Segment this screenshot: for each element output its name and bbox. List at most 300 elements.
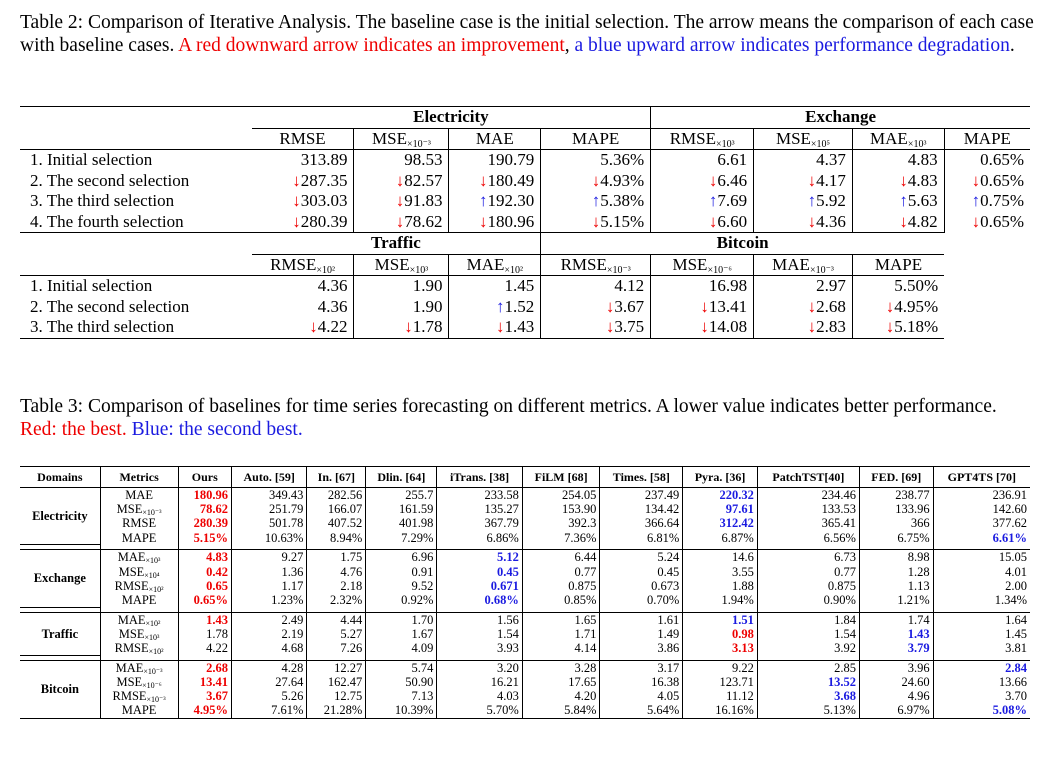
t3-col-header: Auto. [59] xyxy=(231,467,306,488)
down-arrow-icon: ↓ xyxy=(591,170,601,190)
t2-block2-cell-value: 2.83 xyxy=(816,317,846,336)
t3-metric-scale: ×10⁻³ xyxy=(146,695,166,705)
t3-value: 135.27 xyxy=(437,502,522,516)
t3-col-header: Pyra. [36] xyxy=(683,467,758,488)
t3-domain: Electricity xyxy=(20,488,100,545)
t3-value: 1.54 xyxy=(757,627,859,641)
t3-metric-name: MSE xyxy=(116,502,143,517)
t2-block1-cell-value: 7.69 xyxy=(717,191,748,210)
t3-value: 11.12 xyxy=(683,689,758,703)
t3-row xyxy=(20,488,1030,503)
t3-value: 10.63% xyxy=(231,531,306,545)
t3-row xyxy=(20,660,1030,675)
t3-value: 161.59 xyxy=(366,502,437,516)
t3-value-second: 1.43 xyxy=(859,627,933,641)
t3-value-second: 2.84 xyxy=(933,660,1030,675)
t3-value: 4.96 xyxy=(859,689,933,703)
t2-block2-cell xyxy=(252,276,354,297)
t2-block2-group-row xyxy=(20,233,1030,255)
t3-value: 1.71 xyxy=(522,627,600,641)
t2-block1-cell-value: 98.53 xyxy=(404,150,443,169)
t3-domain: Exchange xyxy=(20,550,100,607)
t3-value: 0.673 xyxy=(600,579,683,593)
t3-col-header: Metrics xyxy=(100,467,178,488)
t3-col-header: iTrans. [38] xyxy=(437,467,522,488)
t2-block2-col-header-main: MAPE xyxy=(874,254,923,274)
t2-block1-col-header xyxy=(852,128,944,150)
t3-value: 0.85% xyxy=(522,593,600,607)
t3-value-second: 97.61 xyxy=(683,502,758,516)
t2-block2-cell-value: 4.36 xyxy=(317,276,348,295)
t3-row xyxy=(20,550,1030,565)
t2-block1-col-header-main: MSE xyxy=(372,128,407,148)
t3-value: 4.44 xyxy=(307,612,366,627)
up-arrow-icon: ↑ xyxy=(591,191,601,210)
t3-value: 401.98 xyxy=(366,516,437,530)
t3-value: 349.43 xyxy=(231,488,306,503)
down-arrow-icon: ↓ xyxy=(885,296,895,316)
t3-value-second: 312.42 xyxy=(683,516,758,530)
t2-block1-cell xyxy=(944,191,1030,212)
t3-value: 366 xyxy=(859,516,933,530)
t2-block2-group-blank xyxy=(20,233,252,255)
t2-block2-col-header xyxy=(541,254,651,276)
t3-value: 1.13 xyxy=(859,579,933,593)
t3-value: 9.52 xyxy=(366,579,437,593)
t2-block2-col-header xyxy=(449,254,541,276)
t3-row xyxy=(20,627,1030,641)
t3-value: 0.77 xyxy=(522,565,600,579)
t3-value: 1.94% xyxy=(683,593,758,607)
t3-value: 4.03 xyxy=(437,689,522,703)
t3-col-header: FED. [69] xyxy=(859,467,933,488)
t2-block2-cell-value: 5.50% xyxy=(894,276,939,295)
t2-block1-cell xyxy=(754,171,853,192)
t3-value-second: 6.61% xyxy=(933,531,1030,545)
t2-block1-group-blank xyxy=(20,107,252,129)
t2-block2-row-label: 3. The third selection xyxy=(20,317,252,338)
t2-block2-cell xyxy=(252,317,354,338)
t2-block2-cell-value: 1.45 xyxy=(504,276,535,295)
t2-block1-cell-value: 180.96 xyxy=(487,211,535,231)
down-arrow-icon: ↓ xyxy=(700,296,709,316)
t3-value-best: 0.42 xyxy=(178,565,231,579)
t2-block2-cell xyxy=(354,276,449,297)
down-arrow-icon: ↓ xyxy=(605,317,615,336)
t3-value: 1.88 xyxy=(683,579,758,593)
t3-value: 6.73 xyxy=(757,550,859,565)
t3-metric xyxy=(100,675,178,689)
t3-value-second: 3.79 xyxy=(859,641,933,655)
t3-row xyxy=(20,703,1030,718)
t2-block2-col-header-main: MSE xyxy=(374,254,410,274)
t2-block1-cell xyxy=(852,150,944,171)
t2-block1-cell xyxy=(252,191,354,212)
t2-block1-cell-value: 5.63 xyxy=(907,191,938,210)
t2-block2-row-label: 2. The second selection xyxy=(30,296,190,316)
t2-block2-cell xyxy=(852,276,944,297)
t3-value: 3.55 xyxy=(683,565,758,579)
t3-row xyxy=(20,689,1030,703)
t3-value: 5.13% xyxy=(757,703,859,718)
t3-col-header: GPT4TS [70] xyxy=(933,467,1030,488)
t3-row xyxy=(20,516,1030,530)
t2-block1-cell-value: 4.17 xyxy=(816,170,846,190)
t2-block2-col-header-main: RMSE xyxy=(560,254,607,274)
t3-value: 1.49 xyxy=(600,627,683,641)
t3-value-best: 4.83 xyxy=(178,550,231,565)
t3-metric-scale: ×10⁻³ xyxy=(142,508,162,518)
t2-block1-row-label: 2. The second selection xyxy=(30,170,190,190)
t3-value: 7.13 xyxy=(366,689,437,703)
table3-baseline-comparison xyxy=(20,466,1030,719)
t2-block2-cell-value: 5.18% xyxy=(894,317,939,336)
t2-block2-cell xyxy=(449,317,541,338)
t2-block2-col-header xyxy=(754,254,853,276)
t2-block1-col-header-main: RMSE xyxy=(279,128,326,148)
t3-value: 5.84% xyxy=(522,703,600,718)
t3-value: 2.00 xyxy=(933,579,1030,593)
t2-block2-col-header-sub: ×10² xyxy=(504,264,524,276)
t2-block1-cell-value: 0.65% xyxy=(980,150,1024,169)
t2-block1-cell xyxy=(354,191,449,212)
t3-value: 7.61% xyxy=(231,703,306,718)
t2-block1-row xyxy=(20,212,1030,233)
t2-block1-col-header-main: RMSE xyxy=(669,128,716,148)
t2-block1-cell-value: 5.38% xyxy=(600,191,645,210)
t3-value: 237.49 xyxy=(600,488,683,503)
t2-block2-col-header-sub: ×10³ xyxy=(409,264,429,276)
t2-block2-cell xyxy=(449,276,541,297)
t2-block1-group-left: Electricity xyxy=(252,107,651,129)
t3-value: 1.67 xyxy=(366,627,437,641)
t3-value: 4.28 xyxy=(231,660,306,675)
t2-block1-cell xyxy=(252,150,354,171)
t2-block1-cell xyxy=(541,150,651,171)
down-arrow-icon: ↓ xyxy=(899,211,908,231)
t3-value: 2.18 xyxy=(307,579,366,593)
t3-value-best: 13.41 xyxy=(178,675,231,689)
table2-caption-end: . xyxy=(1009,34,1015,56)
t3-metric xyxy=(100,502,178,516)
t3-metric-scale: ×10⁴ xyxy=(144,570,160,580)
t3-value: 2.19 xyxy=(231,627,306,641)
t3-metric xyxy=(100,579,178,593)
t3-value: 3.93 xyxy=(437,641,522,655)
t2-block1-cell-value: 6.61 xyxy=(717,150,748,169)
t2-block2-col-header xyxy=(252,254,354,276)
t3-value-best: 3.67 xyxy=(178,689,231,703)
t3-metric xyxy=(100,703,178,718)
t3-metric-name: RMSE xyxy=(114,641,149,656)
t3-value-best: 3.13 xyxy=(683,641,758,655)
t2-block1-row xyxy=(20,191,1030,212)
t2-block2-row xyxy=(20,317,1030,338)
t3-value: 2.85 xyxy=(757,660,859,675)
t3-metric-scale: ×10² xyxy=(145,618,161,628)
t3-value: 5.24 xyxy=(600,550,683,565)
t2-block1-cell xyxy=(354,212,449,233)
t3-value: 0.77 xyxy=(757,565,859,579)
t3-metric-name: MSE xyxy=(118,564,145,579)
t3-metric-name: MSE xyxy=(118,626,145,641)
t2-block1-cell-value: 190.79 xyxy=(487,150,535,169)
t2-block2-col-header xyxy=(852,254,944,276)
t3-value: 501.78 xyxy=(231,516,306,530)
t2-block1-cell-value: 82.57 xyxy=(404,170,443,190)
t3-value: 1.21% xyxy=(859,593,933,607)
t3-metric-name: MAE xyxy=(117,612,146,627)
t3-metric xyxy=(100,488,178,503)
t3-value: 16.21 xyxy=(437,675,522,689)
t2-block1-cell xyxy=(852,191,944,212)
t3-value: 377.62 xyxy=(933,516,1030,530)
t2-block2-cell xyxy=(651,276,754,297)
t3-value: 4.05 xyxy=(600,689,683,703)
t2-block1-cell-value: 192.30 xyxy=(487,191,535,210)
t3-value: 1.34% xyxy=(933,593,1030,607)
t2-block1-cell-value: 4.37 xyxy=(816,150,846,169)
down-arrow-icon: ↓ xyxy=(807,170,817,190)
t3-value: 1.75 xyxy=(307,550,366,565)
t3-value-best: 0.65% xyxy=(178,593,231,607)
t2-block2-cell-value: 1.52 xyxy=(504,296,535,316)
t3-value: 5.74 xyxy=(366,660,437,675)
t3-value: 4.76 xyxy=(307,565,366,579)
t3-value-best: 1.43 xyxy=(178,612,231,627)
t3-value: 27.64 xyxy=(231,675,306,689)
t2-block1-col-header-main: MAE xyxy=(870,128,908,148)
t2-block2-col-header-main: MAE xyxy=(772,254,810,274)
t3-metric-name: MSE xyxy=(116,674,143,689)
t2-block1-row-label: 1. Initial selection xyxy=(20,150,252,171)
t3-value: 5.70% xyxy=(437,703,522,718)
t3-value-second: 0.68% xyxy=(437,593,522,607)
t3-value: 9.27 xyxy=(231,550,306,565)
down-arrow-icon: ↓ xyxy=(708,211,718,231)
t3-value: 5.26 xyxy=(231,689,306,703)
t2-block2-cell xyxy=(754,297,853,318)
t3-value: 1.74 xyxy=(859,612,933,627)
t3-value: 166.07 xyxy=(307,502,366,516)
t3-row xyxy=(20,579,1030,593)
up-arrow-icon: ↑ xyxy=(708,191,718,210)
t2-block2-cell xyxy=(252,297,354,318)
down-arrow-icon: ↓ xyxy=(700,317,709,336)
t3-metric-name: RMSE xyxy=(114,578,149,593)
t2-block2-row xyxy=(20,276,1030,297)
t3-header-row xyxy=(20,467,1030,488)
t3-value: 4.14 xyxy=(522,641,600,655)
up-arrow-icon: ↑ xyxy=(971,191,981,210)
t2-block1-cell xyxy=(852,212,944,233)
t2-block2-header-blank xyxy=(20,254,252,276)
t2-block2-cell-value: 4.22 xyxy=(317,317,348,336)
t3-value: 6.97% xyxy=(859,703,933,718)
t2-block2-group-right: Bitcoin xyxy=(541,233,944,255)
t2-block2-col-header-sub: ×10⁻³ xyxy=(606,264,631,276)
t2-block1-col-header xyxy=(754,128,853,150)
t2-block1-group-row xyxy=(20,107,1030,129)
t2-block1-cell xyxy=(449,212,541,233)
t2-block1-cell-value: 5.92 xyxy=(816,191,846,210)
t3-value: 0.875 xyxy=(522,579,600,593)
t3-value: 162.47 xyxy=(307,675,366,689)
t3-value: 255.7 xyxy=(366,488,437,503)
t3-value-second: 3.68 xyxy=(757,689,859,703)
t3-value: 3.96 xyxy=(859,660,933,675)
t3-value-second: 13.52 xyxy=(757,675,859,689)
t2-block2-cell xyxy=(541,276,651,297)
t2-block2-cell xyxy=(354,317,449,338)
t2-block2-col-header xyxy=(651,254,754,276)
t2-block2-col-header-main: MAE xyxy=(466,254,505,274)
t3-value: 12.27 xyxy=(307,660,366,675)
t3-value: 3.70 xyxy=(933,689,1030,703)
table2-caption-sep: , xyxy=(564,34,575,56)
t3-value: 238.77 xyxy=(859,488,933,503)
t3-metric xyxy=(100,627,178,641)
t3-value: 6.75% xyxy=(859,531,933,545)
t2-block1-row xyxy=(20,171,1030,192)
t3-value: 16.38 xyxy=(600,675,683,689)
t2-block2-cell-value: 4.95% xyxy=(894,296,939,316)
t3-metric xyxy=(100,641,178,655)
t3-value-best: 78.62 xyxy=(178,502,231,516)
t2-block1-cell xyxy=(354,150,449,171)
t2-block2-cell-value: 2.68 xyxy=(816,296,846,316)
t2-block1-col-header-main: MSE xyxy=(775,128,811,148)
t3-value: 6.87% xyxy=(683,531,758,545)
t3-value: 153.90 xyxy=(522,502,600,516)
t3-metric-scale: ×10² xyxy=(148,584,164,594)
t2-block2-cell-value: 13.41 xyxy=(708,296,748,316)
t3-value: 234.46 xyxy=(757,488,859,503)
table2-caption-blue: a blue upward arrow indicates performance degradation xyxy=(574,34,1010,56)
t3-metric-scale: ×10⁻³ xyxy=(143,666,163,676)
t2-block2-cell-value: 14.08 xyxy=(708,317,748,336)
down-arrow-icon: ↓ xyxy=(807,317,817,336)
up-arrow-icon: ↑ xyxy=(478,191,488,210)
t3-value: 12.75 xyxy=(307,689,366,703)
t3-row xyxy=(20,641,1030,655)
t3-metric-name: MAPE xyxy=(121,592,157,607)
t2-block1-cell-value: 287.35 xyxy=(300,170,348,190)
t2-block1-cell xyxy=(651,212,754,233)
t3-value: 4.09 xyxy=(366,641,437,655)
t3-value: 1.23% xyxy=(231,593,306,607)
t2-block1-cell xyxy=(541,212,651,233)
t3-value: 17.65 xyxy=(522,675,600,689)
t3-value: 1.28 xyxy=(859,565,933,579)
t2-block1-cell-value: 6.60 xyxy=(717,211,748,231)
down-arrow-icon: ↓ xyxy=(292,170,301,190)
t3-metric xyxy=(100,531,178,545)
t3-value: 4.20 xyxy=(522,689,600,703)
t2-block2-cell-value: 2.97 xyxy=(816,276,846,295)
t2-block1-cell-value: 180.49 xyxy=(487,170,535,190)
t3-value: 10.39% xyxy=(366,703,437,718)
t3-value: 0.91 xyxy=(366,565,437,579)
t3-value: 1.65 xyxy=(522,612,600,627)
t3-value: 365.41 xyxy=(757,516,859,530)
t3-value: 0.70% xyxy=(600,593,683,607)
t2-block1-cell xyxy=(754,212,853,233)
t2-block2-col-header-sub: ×10⁻³ xyxy=(809,264,834,276)
t3-metric-name: MAE xyxy=(125,488,153,502)
t3-value: 6.86% xyxy=(437,531,522,545)
t2-block1-cell xyxy=(944,150,1030,171)
t2-block1-cell-value: 4.83 xyxy=(907,170,938,190)
t3-value: 134.42 xyxy=(600,502,683,516)
down-arrow-icon: ↓ xyxy=(971,211,981,231)
t3-value: 3.86 xyxy=(600,641,683,655)
t2-block1-cell xyxy=(754,191,853,212)
t2-block2-cell xyxy=(541,317,651,338)
down-arrow-icon: ↓ xyxy=(292,191,301,210)
t3-metric-scale: ×10² xyxy=(148,647,164,657)
t3-value: 6.81% xyxy=(600,531,683,545)
t3-metric xyxy=(100,565,178,579)
t3-col-header: Domains xyxy=(20,467,100,488)
table2-caption-red: A red downward arrow indicates an improvement xyxy=(178,34,565,56)
t2-block1-cell-value: 303.03 xyxy=(300,191,348,210)
t2-block1-header-blank xyxy=(20,128,252,150)
t3-value: 282.56 xyxy=(307,488,366,503)
t2-block1-cell xyxy=(944,212,1030,233)
t3-row xyxy=(20,502,1030,516)
t2-block1-cell xyxy=(944,171,1030,192)
t2-block1-cell-value: 4.82 xyxy=(907,211,938,231)
t3-value: 13.66 xyxy=(933,675,1030,689)
t2-block1-cell-value: 280.39 xyxy=(300,211,348,231)
t3-metric-name: RMSE xyxy=(122,516,157,531)
t3-value: 236.91 xyxy=(933,488,1030,503)
table2-caption-main: Table 2: Comparison of Iterative Analysis. The baseline case is the initial selection. The arrow means the comparison of each case with baseline cases. xyxy=(20,12,1034,56)
t3-value: 123.71 xyxy=(683,675,758,689)
table3-caption xyxy=(20,396,1035,441)
down-arrow-icon: ↓ xyxy=(309,317,318,336)
t3-value-second: 1.51 xyxy=(683,612,758,627)
t3-metric xyxy=(100,550,178,565)
t3-metric-scale: ×10³ xyxy=(144,632,160,642)
t3-col-header: Dlin. [64] xyxy=(366,467,437,488)
t2-block1-col-header-main: MAE xyxy=(475,128,514,148)
t3-value: 3.17 xyxy=(600,660,683,675)
t3-value: 392.3 xyxy=(522,516,600,530)
t2-block2-cell-value: 4.36 xyxy=(317,296,348,316)
t2-block1-col-header-main: MAPE xyxy=(572,128,620,148)
t3-value: 21.28% xyxy=(307,703,366,718)
t3-col-header: PatchTST[40] xyxy=(757,467,859,488)
t3-col-header: Ours xyxy=(178,467,231,488)
t2-block2-row-label: 1. Initial selection xyxy=(20,276,252,297)
t3-value: 5.27 xyxy=(307,627,366,641)
t2-block1-col-header-main: MAPE xyxy=(963,128,1011,148)
t3-value-second: 5.12 xyxy=(437,550,522,565)
t2-block1-cell-value: 0.75% xyxy=(980,191,1024,210)
t3-metric-scale: ×10⁻⁶ xyxy=(142,680,162,690)
table2-iterative-analysis xyxy=(20,106,1030,339)
t3-value: 1.17 xyxy=(231,579,306,593)
t3-domain: Traffic xyxy=(20,612,100,655)
t2-block2-cell xyxy=(651,297,754,318)
t2-block1-cell xyxy=(449,191,541,212)
t3-value-second: 220.32 xyxy=(683,488,758,503)
t2-block2-cell xyxy=(852,317,944,338)
t3-value: 1.36 xyxy=(231,565,306,579)
t3-value: 3.81 xyxy=(933,641,1030,655)
